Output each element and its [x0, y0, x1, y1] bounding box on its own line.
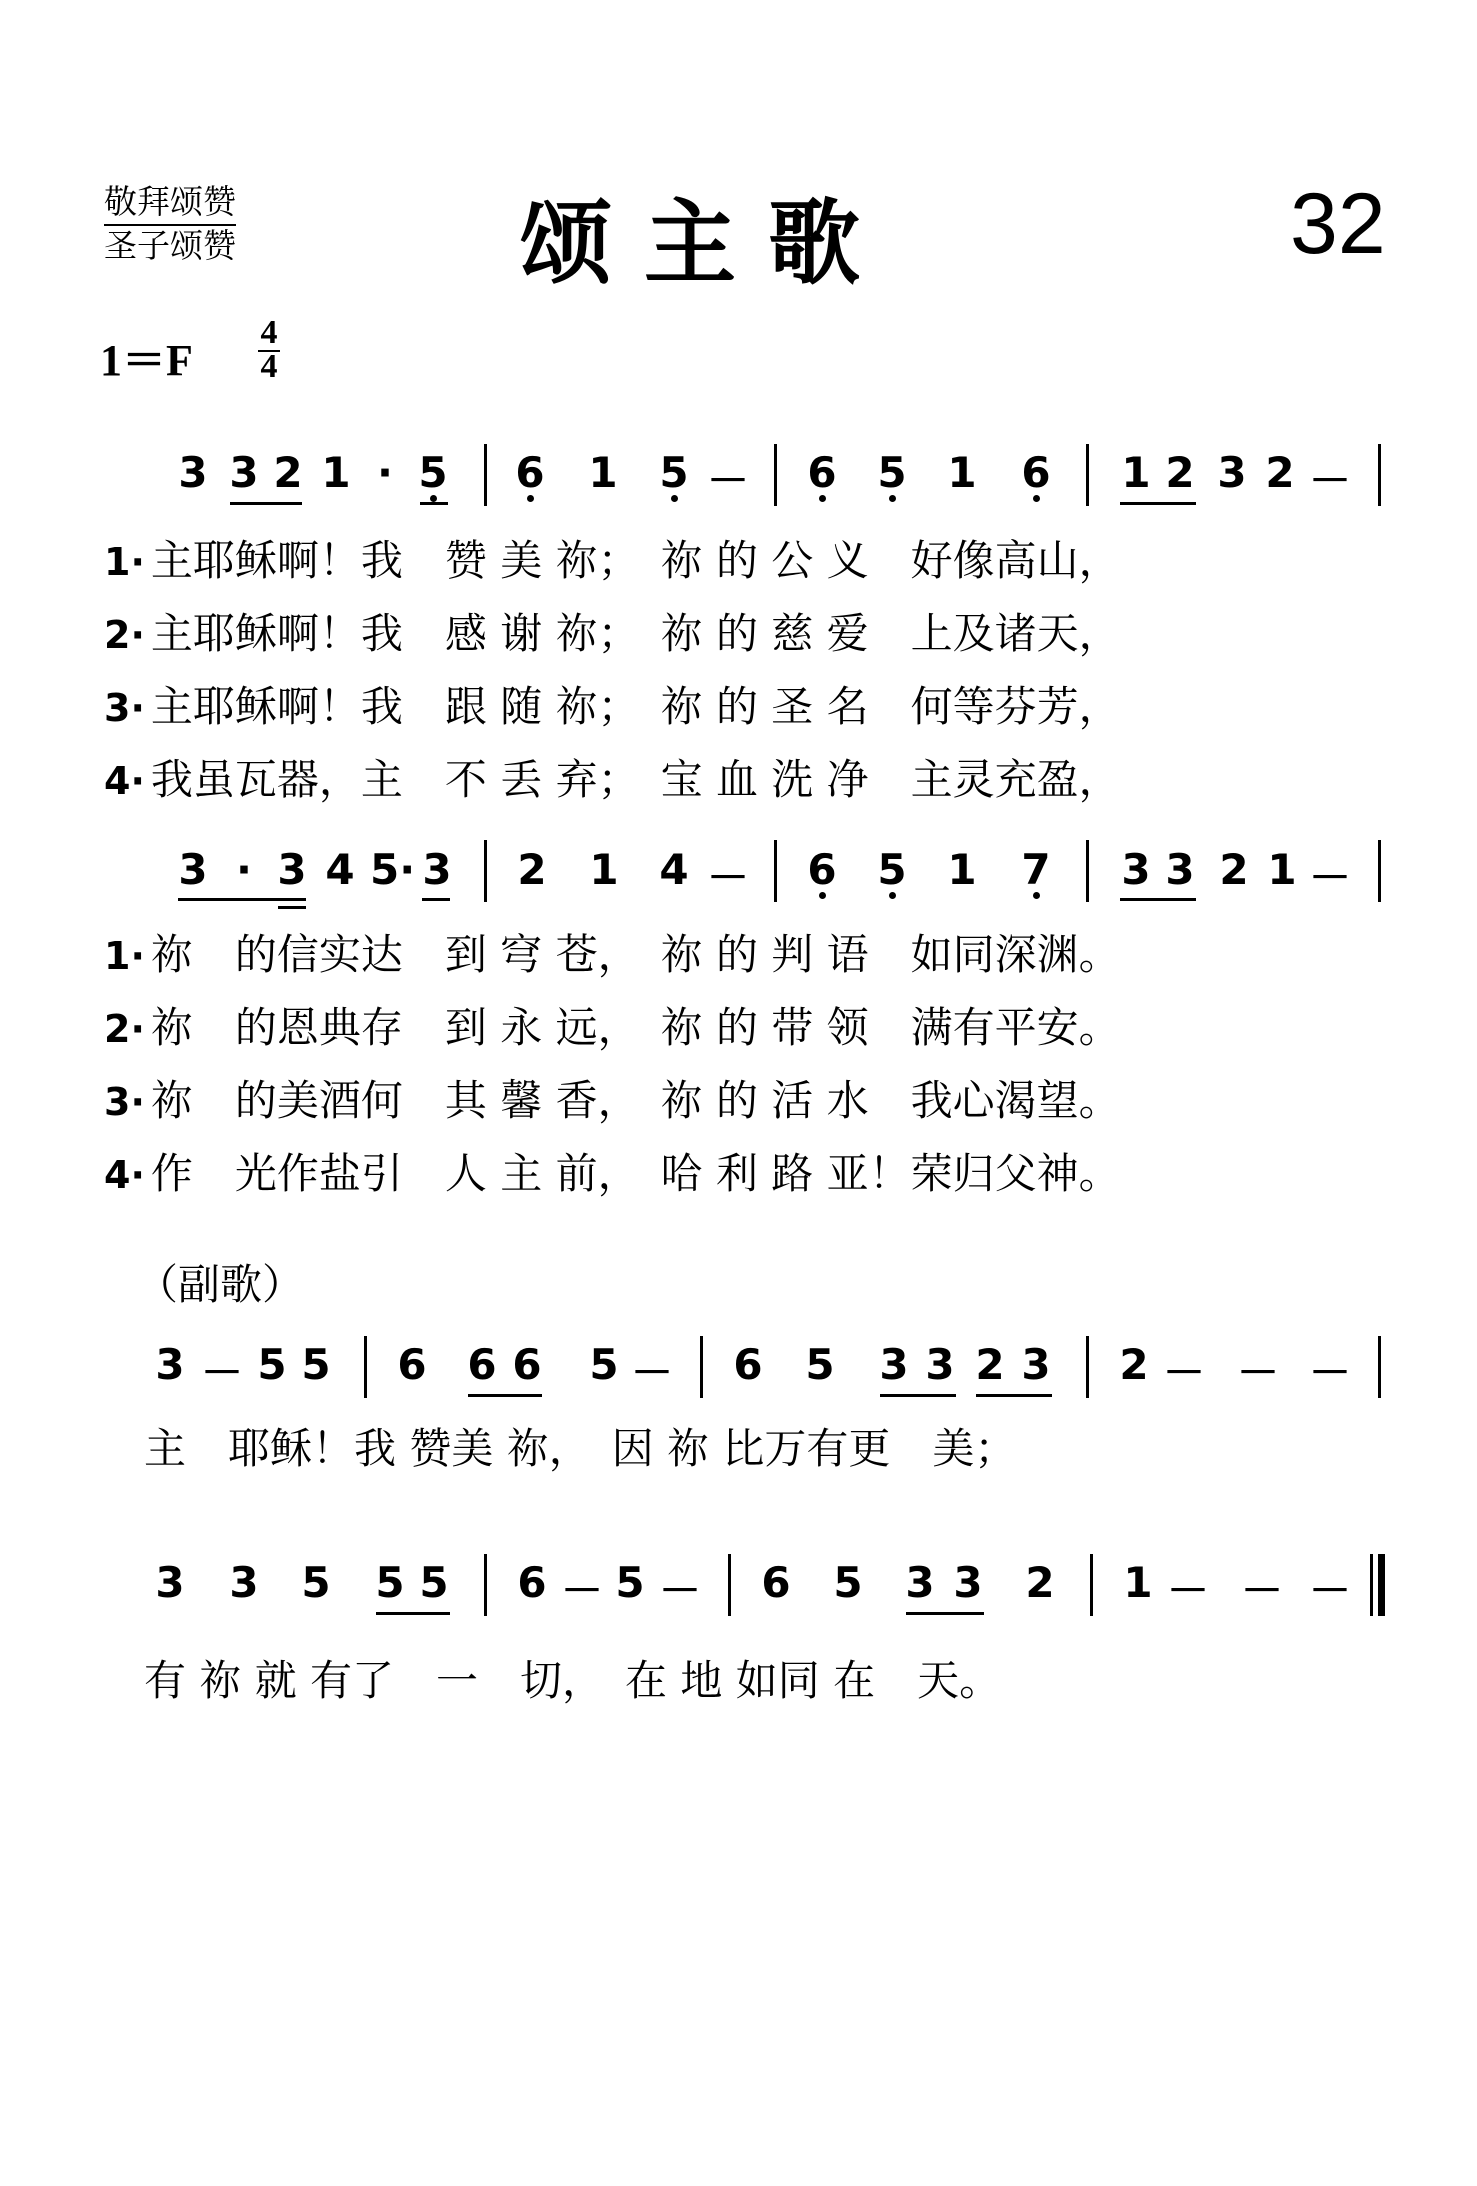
note-low: [411, 448, 455, 502]
note: 2: [1025, 1558, 1055, 1607]
beam: [880, 1394, 956, 1397]
verse-number: 1: [104, 540, 131, 584]
note-low: [652, 448, 696, 502]
barline: [774, 840, 777, 902]
barline: [484, 1554, 487, 1616]
note: 1: [1121, 448, 1151, 497]
note: 2: [1265, 448, 1295, 497]
note: 3: [953, 1558, 983, 1607]
note-low: [508, 448, 552, 502]
dash: －: [1240, 1566, 1283, 1615]
note: 5: [301, 1558, 331, 1607]
verse-lyrics: 主耶稣啊！我 赞 美 祢； 祢 的 公 义 好像高山，: [150, 536, 1121, 585]
note: 3: [229, 448, 259, 497]
verse-dot: ·: [130, 540, 145, 584]
note: 1: [1123, 1558, 1153, 1607]
verse-dot: ·: [130, 1080, 145, 1124]
hymn-title: 颂 主 歌: [520, 189, 861, 297]
dash: －: [1308, 1348, 1351, 1397]
dash: －: [1236, 1348, 1279, 1397]
note: 3: [229, 1558, 259, 1607]
note-low: [800, 845, 844, 899]
note-dot: ·: [236, 845, 252, 894]
hymn-number: 32: [1290, 176, 1386, 272]
note: 5: [805, 1340, 835, 1389]
beam: [422, 898, 450, 901]
note: 6: [761, 1558, 791, 1607]
final-barline-thin: [1370, 1554, 1373, 1616]
note: 5: [301, 1340, 331, 1389]
note: 3: [1021, 1340, 1051, 1389]
note-digit: 6: [807, 448, 837, 497]
barline: [364, 1336, 367, 1398]
note: 3: [422, 845, 452, 894]
note: 3: [905, 1558, 935, 1607]
dash: －: [658, 1566, 701, 1615]
barline: [774, 444, 777, 506]
note: 6: [517, 1558, 547, 1607]
verse-number: 2: [104, 1007, 131, 1051]
verse-dot: ·: [130, 759, 145, 803]
barline: [1090, 1554, 1093, 1616]
barline: [700, 1336, 703, 1398]
dash: －: [1162, 1348, 1205, 1397]
barline: [1086, 840, 1089, 902]
beam: [1120, 502, 1196, 505]
note-digit: 5: [877, 845, 907, 894]
note: 5: [589, 1340, 619, 1389]
verse-dot: ·: [130, 1153, 145, 1197]
note: 3: [1121, 845, 1151, 894]
verse-number: 3: [104, 1080, 131, 1124]
verse-lyrics: 祢 的恩典存 到 永 远， 祢 的 带 领 满有平安。: [150, 1003, 1121, 1052]
verse-lyrics: 作 光作盐引 人 主 前， 哈 利 路 亚！荣归父神。: [150, 1149, 1121, 1198]
verse-row: [104, 995, 1121, 1055]
time-signature-top: 4: [260, 314, 278, 351]
note-digit: 5: [659, 448, 689, 497]
dash: －: [630, 1348, 673, 1397]
verse-row: [104, 747, 1121, 807]
category-label: 敬拜颂赞: [104, 182, 236, 221]
note: 5: [615, 1558, 645, 1607]
beam: [376, 1612, 450, 1615]
verse-lyrics: 祢 的信实达 到 穹 苍， 祢 的 判 语 如同深渊。: [150, 930, 1121, 979]
note: 6: [397, 1340, 427, 1389]
beam: [420, 502, 448, 505]
note-digit: 5: [418, 448, 448, 497]
verse-number: 1: [104, 934, 131, 978]
barline: [1378, 444, 1381, 506]
verse-lyrics: 祢 的美酒何 其 馨 香， 祢 的 活 水 我心渴望。: [150, 1076, 1121, 1125]
note: 5: [833, 1558, 863, 1607]
note-low: [870, 845, 914, 899]
barline: [728, 1554, 731, 1616]
verse-lyrics: 我虽瓦器，主 不 丢 弃； 宝 血 洗 净 主灵充盈，: [150, 755, 1121, 804]
time-signature-bottom: 4: [260, 348, 278, 385]
dash: －: [200, 1348, 243, 1397]
final-barline-thick: [1378, 1554, 1385, 1616]
dash: －: [1166, 1566, 1209, 1615]
note: 2: [1165, 448, 1195, 497]
barline: [1378, 1336, 1381, 1398]
chorus-lyrics: 有 祢 就 有了 一 切， 在 地 如同 在 天。: [144, 1656, 1002, 1705]
barline: [484, 840, 487, 902]
beam: [1120, 898, 1196, 901]
verse-number: 4: [104, 759, 131, 803]
dash: －: [706, 456, 749, 505]
note: 6: [733, 1340, 763, 1389]
note: 1: [947, 448, 977, 497]
dash: －: [706, 853, 749, 902]
key-signature: 1＝F: [100, 336, 193, 385]
note: 5·: [370, 845, 416, 894]
note: 3: [277, 845, 307, 894]
note: 3: [178, 845, 208, 894]
note: 3: [155, 1340, 185, 1389]
note: 2: [1219, 845, 1249, 894]
beam: [230, 502, 302, 505]
verse-row: [104, 1141, 1121, 1201]
note: 2: [975, 1340, 1005, 1389]
chorus-lyrics: 主 耶稣！我 赞美 祢， 因 祢 比万有更 美；: [144, 1424, 1017, 1473]
verse-dot: ·: [130, 1007, 145, 1051]
beam: [976, 1394, 1052, 1397]
note-digit: 6: [807, 845, 837, 894]
verse-lyrics: 主耶稣啊！我 跟 随 祢； 祢 的 圣 名 何等芬芳，: [150, 682, 1121, 731]
beam: [468, 1394, 542, 1397]
note: 6: [512, 1340, 542, 1389]
note: 5: [375, 1558, 405, 1607]
note: 3: [1165, 845, 1195, 894]
note-digit: 7: [1021, 845, 1051, 894]
note-digit: 5: [877, 448, 907, 497]
verse-row: [104, 528, 1121, 588]
note: 1: [1267, 845, 1297, 894]
verse-number: 4: [104, 1153, 131, 1197]
barline: [1086, 1336, 1089, 1398]
note: 5: [257, 1340, 287, 1389]
note: 3: [178, 448, 208, 497]
note: 4: [659, 845, 689, 894]
barline: [484, 444, 487, 506]
verse-row: [104, 601, 1121, 661]
note: 2: [1119, 1340, 1149, 1389]
dash: －: [1308, 456, 1351, 505]
dash: －: [560, 1566, 603, 1615]
note: 1: [588, 448, 618, 497]
note: 3: [1217, 448, 1247, 497]
barline: [1086, 444, 1089, 506]
note: 4: [325, 845, 355, 894]
note: 5: [419, 1558, 449, 1607]
verse-row: [104, 922, 1121, 982]
barline: [1378, 840, 1381, 902]
dash: －: [1308, 853, 1351, 902]
note: 2: [517, 845, 547, 894]
note-digit: 6: [1021, 448, 1051, 497]
verse-number: 2: [104, 613, 131, 657]
beam: [178, 898, 306, 901]
note-low: [870, 448, 914, 502]
note: 6: [467, 1340, 497, 1389]
note-low: [1014, 448, 1058, 502]
verse-row: [104, 674, 1121, 734]
verse-number: 3: [104, 686, 131, 730]
note: 1: [947, 845, 977, 894]
beam-double: [278, 906, 306, 909]
note: 3: [879, 1340, 909, 1389]
note: 2: [273, 448, 303, 497]
chorus-label: （副歌）: [136, 1260, 305, 1309]
note: 1: [321, 448, 351, 497]
note-low: [800, 448, 844, 502]
beam: [906, 1612, 984, 1615]
verse-dot: ·: [130, 613, 145, 657]
note: 3: [925, 1340, 955, 1389]
subcategory-label: 圣子颂赞: [104, 226, 236, 265]
note: 3: [155, 1558, 185, 1607]
time-signature: [258, 314, 280, 385]
verse-dot: ·: [130, 934, 145, 978]
note: 1: [589, 845, 619, 894]
verse-row: [104, 1068, 1121, 1128]
dash: －: [1308, 1566, 1351, 1615]
note-dot: ·: [377, 448, 393, 497]
verse-dot: ·: [130, 686, 145, 730]
verse-lyrics: 主耶稣啊！我 感 谢 祢； 祢 的 慈 爱 上及诸天，: [150, 609, 1121, 658]
note-low: [1014, 845, 1058, 899]
note-digit: 6: [515, 448, 545, 497]
